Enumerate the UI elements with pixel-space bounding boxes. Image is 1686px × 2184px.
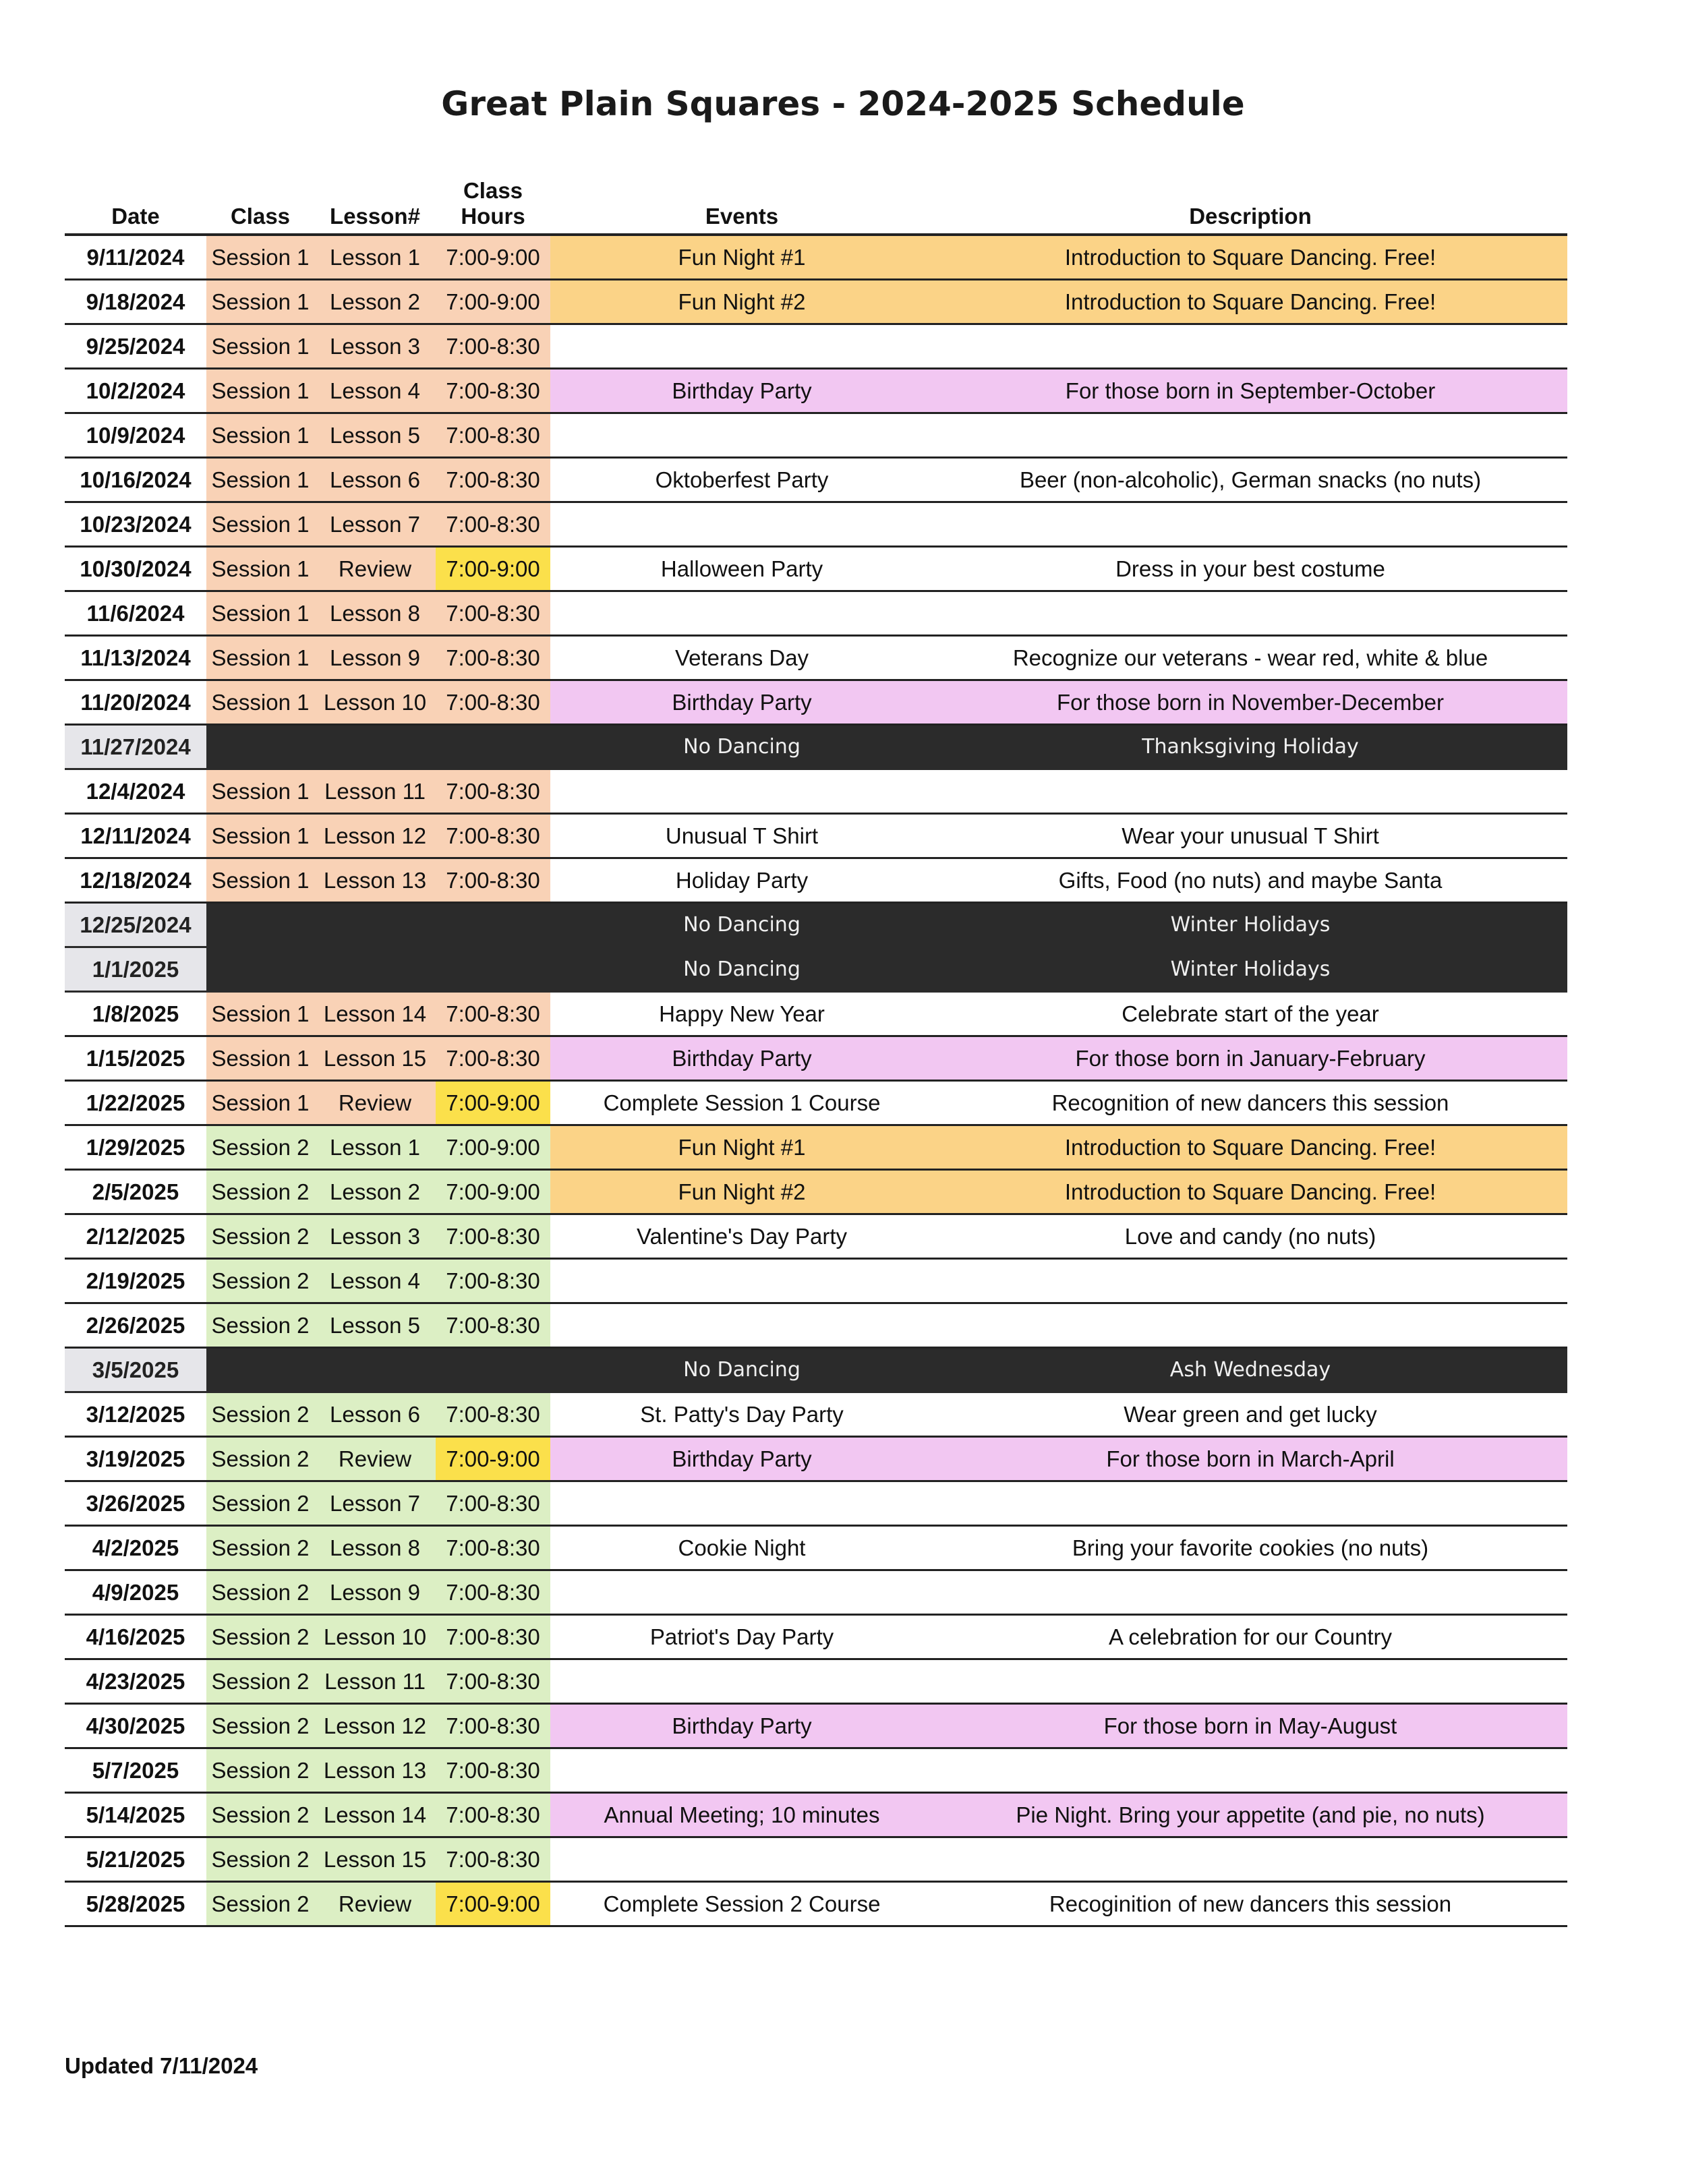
cell-lesson: Lesson 11 xyxy=(314,1659,436,1704)
cell-date: 1/22/2025 xyxy=(65,1081,206,1125)
table-row xyxy=(65,1837,1567,1882)
table-row xyxy=(65,1704,1567,1748)
cell-description: Introduction to Square Dancing. Free! xyxy=(933,1125,1567,1170)
table-row xyxy=(65,769,1567,814)
cell-hours: 7:00-8:30 xyxy=(436,1214,550,1259)
cell-date: 12/11/2024 xyxy=(65,814,206,858)
cell-date: 11/13/2024 xyxy=(65,636,206,680)
cell-date: 2/19/2025 xyxy=(65,1259,206,1303)
cell-hours: 7:00-9:00 xyxy=(436,1882,550,1926)
cell-class: Session 1 xyxy=(206,413,314,458)
cell-lesson xyxy=(314,1348,436,1392)
cell-lesson: Review xyxy=(314,1081,436,1125)
cell-date: 9/25/2024 xyxy=(65,324,206,369)
header-lesson: Lesson# xyxy=(314,162,436,235)
cell-description xyxy=(933,324,1567,369)
cell-class: Session 1 xyxy=(206,369,314,413)
table-row xyxy=(65,725,1567,769)
cell-hours: 7:00-8:30 xyxy=(436,1748,550,1793)
cell-date: 10/23/2024 xyxy=(65,502,206,547)
cell-description: For those born in November-December xyxy=(933,680,1567,725)
cell-event xyxy=(550,1570,933,1615)
cell-event: Halloween Party xyxy=(550,547,933,591)
table-row xyxy=(65,1303,1567,1348)
cell-hours: 7:00-8:30 xyxy=(436,992,550,1036)
header-events: Events xyxy=(550,162,933,235)
cell-event: Cookie Night xyxy=(550,1526,933,1570)
cell-description: For those born in May-August xyxy=(933,1704,1567,1748)
cell-description: Bring your favorite cookies (no nuts) xyxy=(933,1526,1567,1570)
cell-class: Session 1 xyxy=(206,547,314,591)
cell-description xyxy=(933,1303,1567,1348)
cell-description xyxy=(933,1570,1567,1615)
cell-description: For those born in September-October xyxy=(933,369,1567,413)
cell-hours: 7:00-8:30 xyxy=(436,1570,550,1615)
cell-event: No Dancing xyxy=(550,947,933,992)
cell-lesson: Lesson 5 xyxy=(314,413,436,458)
cell-hours: 7:00-8:30 xyxy=(436,1793,550,1837)
cell-hours: 7:00-8:30 xyxy=(436,1837,550,1882)
cell-date: 4/30/2025 xyxy=(65,1704,206,1748)
cell-description: Introduction to Square Dancing. Free! xyxy=(933,280,1567,324)
cell-date: 2/26/2025 xyxy=(65,1303,206,1348)
cell-date: 10/2/2024 xyxy=(65,369,206,413)
cell-class: Session 1 xyxy=(206,235,314,280)
cell-event: No Dancing xyxy=(550,903,933,947)
cell-class: Session 2 xyxy=(206,1570,314,1615)
cell-class: Session 1 xyxy=(206,591,314,636)
cell-class: Session 2 xyxy=(206,1882,314,1926)
cell-date: 3/5/2025 xyxy=(65,1348,206,1392)
cell-hours: 7:00-8:30 xyxy=(436,858,550,903)
cell-event: Fun Night #2 xyxy=(550,1170,933,1214)
table-row xyxy=(65,947,1567,992)
table-row xyxy=(65,1615,1567,1659)
cell-lesson: Lesson 6 xyxy=(314,1392,436,1437)
table-row xyxy=(65,858,1567,903)
cell-description xyxy=(933,1481,1567,1526)
cell-class: Session 2 xyxy=(206,1259,314,1303)
cell-description: Recognize our veterans - wear red, white & blue xyxy=(933,636,1567,680)
cell-event: No Dancing xyxy=(550,725,933,769)
cell-event xyxy=(550,769,933,814)
cell-class: Session 1 xyxy=(206,814,314,858)
cell-class: Session 2 xyxy=(206,1303,314,1348)
cell-lesson xyxy=(314,947,436,992)
cell-class: Session 1 xyxy=(206,680,314,725)
cell-hours xyxy=(436,1348,550,1392)
cell-description: Dress in your best costume xyxy=(933,547,1567,591)
cell-event xyxy=(550,413,933,458)
table-row xyxy=(65,1170,1567,1214)
cell-description xyxy=(933,413,1567,458)
cell-lesson: Review xyxy=(314,1882,436,1926)
cell-date: 4/16/2025 xyxy=(65,1615,206,1659)
header-date: Date xyxy=(65,162,206,235)
cell-class: Session 2 xyxy=(206,1214,314,1259)
cell-date: 11/27/2024 xyxy=(65,725,206,769)
cell-lesson: Lesson 1 xyxy=(314,1125,436,1170)
cell-date: 4/9/2025 xyxy=(65,1570,206,1615)
cell-description: Ash Wednesday xyxy=(933,1348,1567,1392)
cell-class: Session 2 xyxy=(206,1170,314,1214)
cell-hours: 7:00-8:30 xyxy=(436,814,550,858)
cell-event: St. Patty's Day Party xyxy=(550,1392,933,1437)
table-row xyxy=(65,680,1567,725)
cell-description: Love and candy (no nuts) xyxy=(933,1214,1567,1259)
cell-description: Wear green and get lucky xyxy=(933,1392,1567,1437)
table-row xyxy=(65,636,1567,680)
table-row xyxy=(65,1882,1567,1926)
cell-lesson: Lesson 3 xyxy=(314,1214,436,1259)
cell-event: Birthday Party xyxy=(550,1036,933,1081)
updated-note: Updated 7/11/2024 xyxy=(65,2053,258,2078)
cell-event xyxy=(550,591,933,636)
table-row xyxy=(65,502,1567,547)
cell-date: 5/28/2025 xyxy=(65,1882,206,1926)
cell-lesson: Lesson 3 xyxy=(314,324,436,369)
table-row xyxy=(65,992,1567,1036)
cell-hours: 7:00-9:00 xyxy=(436,1081,550,1125)
cell-date: 5/14/2025 xyxy=(65,1793,206,1837)
cell-hours: 7:00-8:30 xyxy=(436,591,550,636)
cell-class: Session 2 xyxy=(206,1793,314,1837)
cell-description: Pie Night. Bring your appetite (and pie, no nuts) xyxy=(933,1793,1567,1837)
cell-class: Session 1 xyxy=(206,992,314,1036)
table-row xyxy=(65,1437,1567,1481)
cell-hours: 7:00-8:30 xyxy=(436,502,550,547)
cell-class: Session 2 xyxy=(206,1526,314,1570)
table-row xyxy=(65,458,1567,502)
cell-lesson: Lesson 4 xyxy=(314,369,436,413)
cell-date: 3/19/2025 xyxy=(65,1437,206,1481)
cell-date: 4/23/2025 xyxy=(65,1659,206,1704)
cell-hours: 7:00-8:30 xyxy=(436,324,550,369)
cell-class xyxy=(206,1348,314,1392)
cell-hours: 7:00-8:30 xyxy=(436,413,550,458)
cell-event: Patriot's Day Party xyxy=(550,1615,933,1659)
cell-description xyxy=(933,1748,1567,1793)
table-row xyxy=(65,1526,1567,1570)
cell-event: Birthday Party xyxy=(550,369,933,413)
cell-event: Complete Session 1 Course xyxy=(550,1081,933,1125)
cell-description: Wear your unusual T Shirt xyxy=(933,814,1567,858)
cell-lesson: Lesson 2 xyxy=(314,280,436,324)
cell-date: 10/30/2024 xyxy=(65,547,206,591)
cell-hours: 7:00-8:30 xyxy=(436,1659,550,1704)
cell-hours: 7:00-8:30 xyxy=(436,769,550,814)
cell-hours: 7:00-8:30 xyxy=(436,1259,550,1303)
table-row xyxy=(65,1036,1567,1081)
cell-class: Session 1 xyxy=(206,1081,314,1125)
cell-description: Introduction to Square Dancing. Free! xyxy=(933,235,1567,280)
cell-event: Birthday Party xyxy=(550,1437,933,1481)
cell-event: Happy New Year xyxy=(550,992,933,1036)
table-row xyxy=(65,547,1567,591)
cell-lesson: Lesson 14 xyxy=(314,992,436,1036)
page-title: Great Plain Squares - 2024-2025 Schedule xyxy=(441,84,1245,123)
cell-description: Thanksgiving Holiday xyxy=(933,725,1567,769)
cell-hours: 7:00-8:30 xyxy=(436,1615,550,1659)
table-row xyxy=(65,324,1567,369)
table-row xyxy=(65,1748,1567,1793)
cell-description: For those born in January-February xyxy=(933,1036,1567,1081)
table-row xyxy=(65,1214,1567,1259)
cell-lesson: Lesson 8 xyxy=(314,591,436,636)
cell-description xyxy=(933,1259,1567,1303)
cell-description: Beer (non-alcoholic), German snacks (no nuts) xyxy=(933,458,1567,502)
cell-hours: 7:00-8:30 xyxy=(436,1526,550,1570)
cell-lesson: Lesson 1 xyxy=(314,235,436,280)
cell-date: 12/4/2024 xyxy=(65,769,206,814)
cell-lesson: Lesson 7 xyxy=(314,502,436,547)
cell-lesson: Lesson 14 xyxy=(314,1793,436,1837)
cell-date: 1/15/2025 xyxy=(65,1036,206,1081)
cell-hours: 7:00-8:30 xyxy=(436,1704,550,1748)
cell-event: Unusual T Shirt xyxy=(550,814,933,858)
cell-class: Session 2 xyxy=(206,1659,314,1704)
table-row xyxy=(65,1259,1567,1303)
table-row xyxy=(65,814,1567,858)
cell-description xyxy=(933,502,1567,547)
schedule-body xyxy=(65,235,1567,1926)
cell-date: 1/8/2025 xyxy=(65,992,206,1036)
cell-class: Session 1 xyxy=(206,324,314,369)
cell-hours: 7:00-9:00 xyxy=(436,547,550,591)
cell-date: 9/18/2024 xyxy=(65,280,206,324)
cell-class xyxy=(206,725,314,769)
cell-event: Fun Night #1 xyxy=(550,1125,933,1170)
cell-date: 3/12/2025 xyxy=(65,1392,206,1437)
table-row xyxy=(65,1481,1567,1526)
cell-event: Veterans Day xyxy=(550,636,933,680)
cell-event xyxy=(550,1659,933,1704)
cell-lesson: Review xyxy=(314,1437,436,1481)
cell-date: 1/29/2025 xyxy=(65,1125,206,1170)
cell-hours xyxy=(436,903,550,947)
cell-description xyxy=(933,769,1567,814)
table-row xyxy=(65,1570,1567,1615)
cell-lesson: Lesson 4 xyxy=(314,1259,436,1303)
cell-event: Complete Session 2 Course xyxy=(550,1882,933,1926)
cell-event xyxy=(550,324,933,369)
cell-event xyxy=(550,1259,933,1303)
cell-class: Session 1 xyxy=(206,502,314,547)
header-hours-line1: Class xyxy=(463,178,523,203)
cell-lesson: Lesson 12 xyxy=(314,1704,436,1748)
cell-class: Session 2 xyxy=(206,1748,314,1793)
cell-hours xyxy=(436,947,550,992)
schedule-table xyxy=(65,162,1567,1927)
cell-hours: 7:00-8:30 xyxy=(436,458,550,502)
cell-event: Fun Night #2 xyxy=(550,280,933,324)
cell-hours: 7:00-8:30 xyxy=(436,1303,550,1348)
cell-lesson: Lesson 7 xyxy=(314,1481,436,1526)
cell-date: 1/1/2025 xyxy=(65,947,206,992)
cell-event: Fun Night #1 xyxy=(550,235,933,280)
cell-hours: 7:00-9:00 xyxy=(436,235,550,280)
cell-lesson: Lesson 15 xyxy=(314,1036,436,1081)
cell-hours: 7:00-9:00 xyxy=(436,1437,550,1481)
cell-event: Birthday Party xyxy=(550,1704,933,1748)
cell-class: Session 1 xyxy=(206,636,314,680)
cell-date: 12/18/2024 xyxy=(65,858,206,903)
cell-description xyxy=(933,1837,1567,1882)
cell-date: 9/11/2024 xyxy=(65,235,206,280)
cell-class: Session 1 xyxy=(206,769,314,814)
cell-class xyxy=(206,947,314,992)
cell-class: Session 2 xyxy=(206,1481,314,1526)
cell-class: Session 1 xyxy=(206,280,314,324)
cell-hours: 7:00-9:00 xyxy=(436,1170,550,1214)
table-row xyxy=(65,1392,1567,1437)
header-class: Class xyxy=(206,162,314,235)
cell-date: 3/26/2025 xyxy=(65,1481,206,1526)
header-hours xyxy=(436,162,550,235)
cell-date: 10/9/2024 xyxy=(65,413,206,458)
cell-event xyxy=(550,1837,933,1882)
cell-lesson: Lesson 2 xyxy=(314,1170,436,1214)
cell-class: Session 2 xyxy=(206,1125,314,1170)
cell-date: 11/6/2024 xyxy=(65,591,206,636)
cell-class: Session 2 xyxy=(206,1704,314,1748)
cell-hours: 7:00-9:00 xyxy=(436,1125,550,1170)
table-row xyxy=(65,1659,1567,1704)
cell-description: A celebration for our Country xyxy=(933,1615,1567,1659)
cell-lesson: Lesson 12 xyxy=(314,814,436,858)
cell-event xyxy=(550,502,933,547)
table-row xyxy=(65,591,1567,636)
cell-lesson: Lesson 13 xyxy=(314,1748,436,1793)
cell-description: Celebrate start of the year xyxy=(933,992,1567,1036)
cell-hours xyxy=(436,725,550,769)
cell-lesson: Lesson 10 xyxy=(314,680,436,725)
cell-class: Session 2 xyxy=(206,1837,314,1882)
cell-hours: 7:00-9:00 xyxy=(436,280,550,324)
cell-lesson: Lesson 6 xyxy=(314,458,436,502)
cell-lesson: Lesson 9 xyxy=(314,1570,436,1615)
cell-description: Recoginition of new dancers this session xyxy=(933,1882,1567,1926)
cell-description: For those born in March-April xyxy=(933,1437,1567,1481)
table-row xyxy=(65,903,1567,947)
table-row xyxy=(65,235,1567,280)
cell-class xyxy=(206,903,314,947)
table-row xyxy=(65,1793,1567,1837)
cell-lesson: Lesson 5 xyxy=(314,1303,436,1348)
cell-hours: 7:00-8:30 xyxy=(436,636,550,680)
cell-date: 2/12/2025 xyxy=(65,1214,206,1259)
cell-lesson: Lesson 10 xyxy=(314,1615,436,1659)
table-row xyxy=(65,1348,1567,1392)
cell-event: Annual Meeting; 10 minutes xyxy=(550,1793,933,1837)
cell-lesson: Lesson 15 xyxy=(314,1837,436,1882)
cell-class: Session 2 xyxy=(206,1437,314,1481)
cell-lesson: Lesson 9 xyxy=(314,636,436,680)
cell-event: Valentine's Day Party xyxy=(550,1214,933,1259)
cell-date: 2/5/2025 xyxy=(65,1170,206,1214)
cell-class: Session 1 xyxy=(206,458,314,502)
cell-hours: 7:00-8:30 xyxy=(436,369,550,413)
cell-event: No Dancing xyxy=(550,1348,933,1392)
cell-lesson: Lesson 11 xyxy=(314,769,436,814)
table-row xyxy=(65,1125,1567,1170)
cell-date: 11/20/2024 xyxy=(65,680,206,725)
cell-date: 12/25/2024 xyxy=(65,903,206,947)
cell-event: Birthday Party xyxy=(550,680,933,725)
cell-description xyxy=(933,1659,1567,1704)
header-description: Description xyxy=(933,162,1567,235)
table-row xyxy=(65,369,1567,413)
cell-lesson xyxy=(314,903,436,947)
cell-class: Session 2 xyxy=(206,1615,314,1659)
cell-lesson: Review xyxy=(314,547,436,591)
cell-event: Oktoberfest Party xyxy=(550,458,933,502)
cell-event xyxy=(550,1303,933,1348)
cell-event xyxy=(550,1481,933,1526)
cell-event xyxy=(550,1748,933,1793)
cell-description: Introduction to Square Dancing. Free! xyxy=(933,1170,1567,1214)
cell-class: Session 1 xyxy=(206,1036,314,1081)
cell-date: 4/2/2025 xyxy=(65,1526,206,1570)
cell-date: 5/21/2025 xyxy=(65,1837,206,1882)
cell-event: Holiday Party xyxy=(550,858,933,903)
header-row xyxy=(65,162,1567,235)
cell-description: Winter Holidays xyxy=(933,947,1567,992)
cell-hours: 7:00-8:30 xyxy=(436,1392,550,1437)
cell-lesson: Lesson 8 xyxy=(314,1526,436,1570)
cell-description xyxy=(933,591,1567,636)
table-row xyxy=(65,1081,1567,1125)
cell-description: Winter Holidays xyxy=(933,903,1567,947)
cell-hours: 7:00-8:30 xyxy=(436,1036,550,1081)
table-row xyxy=(65,280,1567,324)
cell-description: Recognition of new dancers this session xyxy=(933,1081,1567,1125)
cell-hours: 7:00-8:30 xyxy=(436,680,550,725)
cell-date: 5/7/2025 xyxy=(65,1748,206,1793)
cell-lesson xyxy=(314,725,436,769)
cell-date: 10/16/2024 xyxy=(65,458,206,502)
cell-class: Session 2 xyxy=(206,1392,314,1437)
cell-hours: 7:00-8:30 xyxy=(436,1481,550,1526)
cell-class: Session 1 xyxy=(206,858,314,903)
header-hours-line2: Hours xyxy=(461,204,525,229)
cell-lesson: Lesson 13 xyxy=(314,858,436,903)
cell-description: Gifts, Food (no nuts) and maybe Santa xyxy=(933,858,1567,903)
table-row xyxy=(65,413,1567,458)
